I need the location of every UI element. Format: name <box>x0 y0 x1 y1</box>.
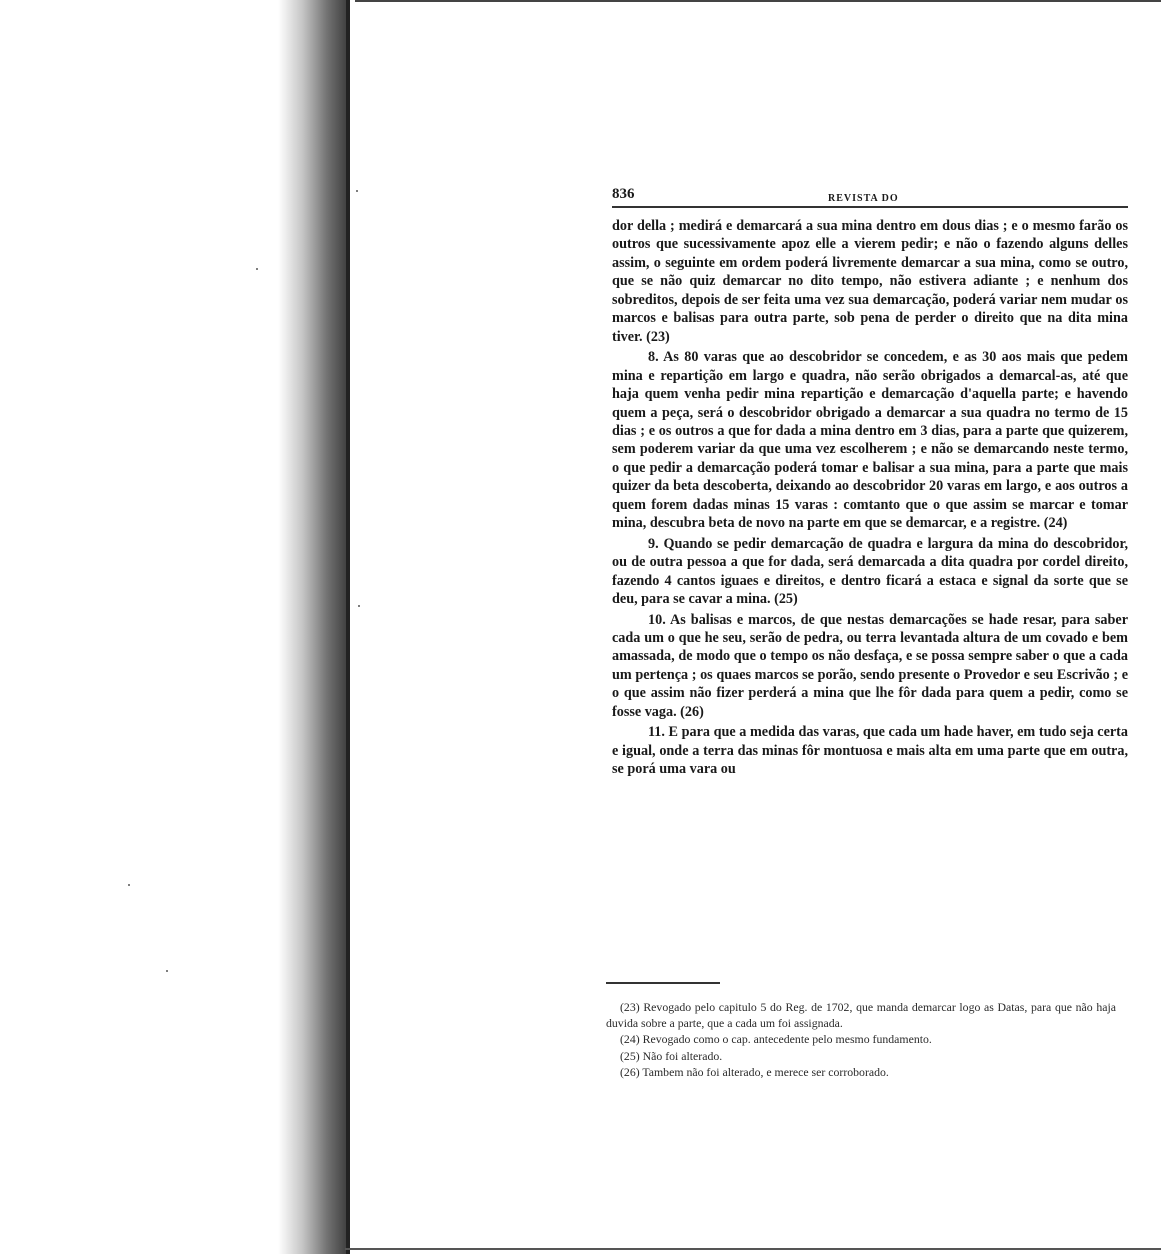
scan-speck <box>356 190 358 192</box>
running-head: REVISTA DO <box>828 193 899 204</box>
page-number: 836 <box>612 186 635 202</box>
scan-speck <box>358 605 360 607</box>
paragraph-9: 9. Quando se pedir demarcação de quadra e largura da mina do descobridor, ou de outra pessoa a que for dada, será demarcada a dita quadra por cordel direito, fazendo 4 cantos iguaes e direitos, e dentro ficará a estaca e signal da sorte que se deu, para se cavar a mina. (25) <box>612 535 1128 608</box>
book-page <box>612 180 1128 781</box>
binding-edge <box>346 0 350 1254</box>
page-body <box>612 217 1128 779</box>
footnote-25: (25) Não foi alterado. <box>620 1048 723 1063</box>
page-header <box>612 180 1128 208</box>
scan-speck <box>166 970 168 972</box>
binding-shadow <box>278 0 348 1254</box>
scan-bottom-edge <box>345 1248 1161 1250</box>
scan-speck <box>128 884 130 886</box>
paragraph-8: 8. As 80 varas que ao descobridor se concedem, e as 30 aos mais que pedem mina e repartição em largo e quadra, não serão obrigados a demarcal-as, até que haja quem venha pedir mina repartição e demarcação d'aquella parte; e havendo quem a peça, será o descobridor obrigado a demarcar a sua quadra no termo de 15 dias ; e os outros a que for dada a mina dentro em 3 dias, para a parte que quizerem, sem poderem variar da que uma vez escolherem ; e não se demarcando neste termo, o que pedir a demarcação poderá tomar e balisar a sua mina, para a parte que mais quizer da beta descoberta, deixando ao descobridor 20 varas em largo, e aos outros a quem forem dadas minas 15 varas : comtanto que o que assim se marcar e tomar mina, descubra beta de novo na parte em que se demarcar, e a registre. (24) <box>612 349 1128 532</box>
footnote-26: (26) Tambem não foi alterado, e merece ser corroborado. <box>620 1065 889 1080</box>
footnote-separator <box>606 982 720 984</box>
scan-speck <box>256 268 258 270</box>
footnotes <box>606 1000 1116 1082</box>
footnote-23: (23) Revogado pelo capitulo 5 do Reg. de 1702, que manda demarcar logo as Datas, para que não haja duvida sobre a parte, que a cada um foi assignada. <box>606 1000 1116 1030</box>
scan-top-edge <box>355 0 1161 2</box>
paragraph-continuation: dor della ; medirá e demarcará a sua mina dentro em dous dias ; e o mesmo farão os outros que sucessivamente apoz elle a vierem pedir; e não o fazendo alguns delles assim, o seguinte em ordem poderá livremente demarcar a sua mina, como se outro, que se não quiz demarcar no dito tempo, não estivera adiante ; e nenhum dos sobreditos, depois de ser feita uma vez sua demarcação, poderá variar nem mudar os marcos e balisas para outra parte, sob pena de perder o direito que na dita mina tiver. (23) <box>612 218 1128 345</box>
paragraph-11: 11. E para que a medida das varas, que cada um hade haver, em tudo seja certa e igual, onde a terra das minas fôr montuosa e mais alta em uma parte que em outra, se porá uma vara ou <box>612 724 1128 778</box>
footnote-24: (24) Revogado como o cap. antecedente pelo mesmo fundamento. <box>620 1032 932 1047</box>
paragraph-10: 10. As balisas e marcos, de que nestas demarcações se hade resar, para saber cada um o que he seu, serão de pedra, ou terra levantada altura de um covado e bem amassada, de modo que o tempo os não desfaça, e se possa sempre saber o que a cada um pertença ; os quaes marcos se porão, sendo presente o Provedor e seu Escrivão ; e o que assim não fizer perderá a mina que lhe fôr dada para quem a pedir, como se fosse vaga. (26) <box>612 611 1128 720</box>
